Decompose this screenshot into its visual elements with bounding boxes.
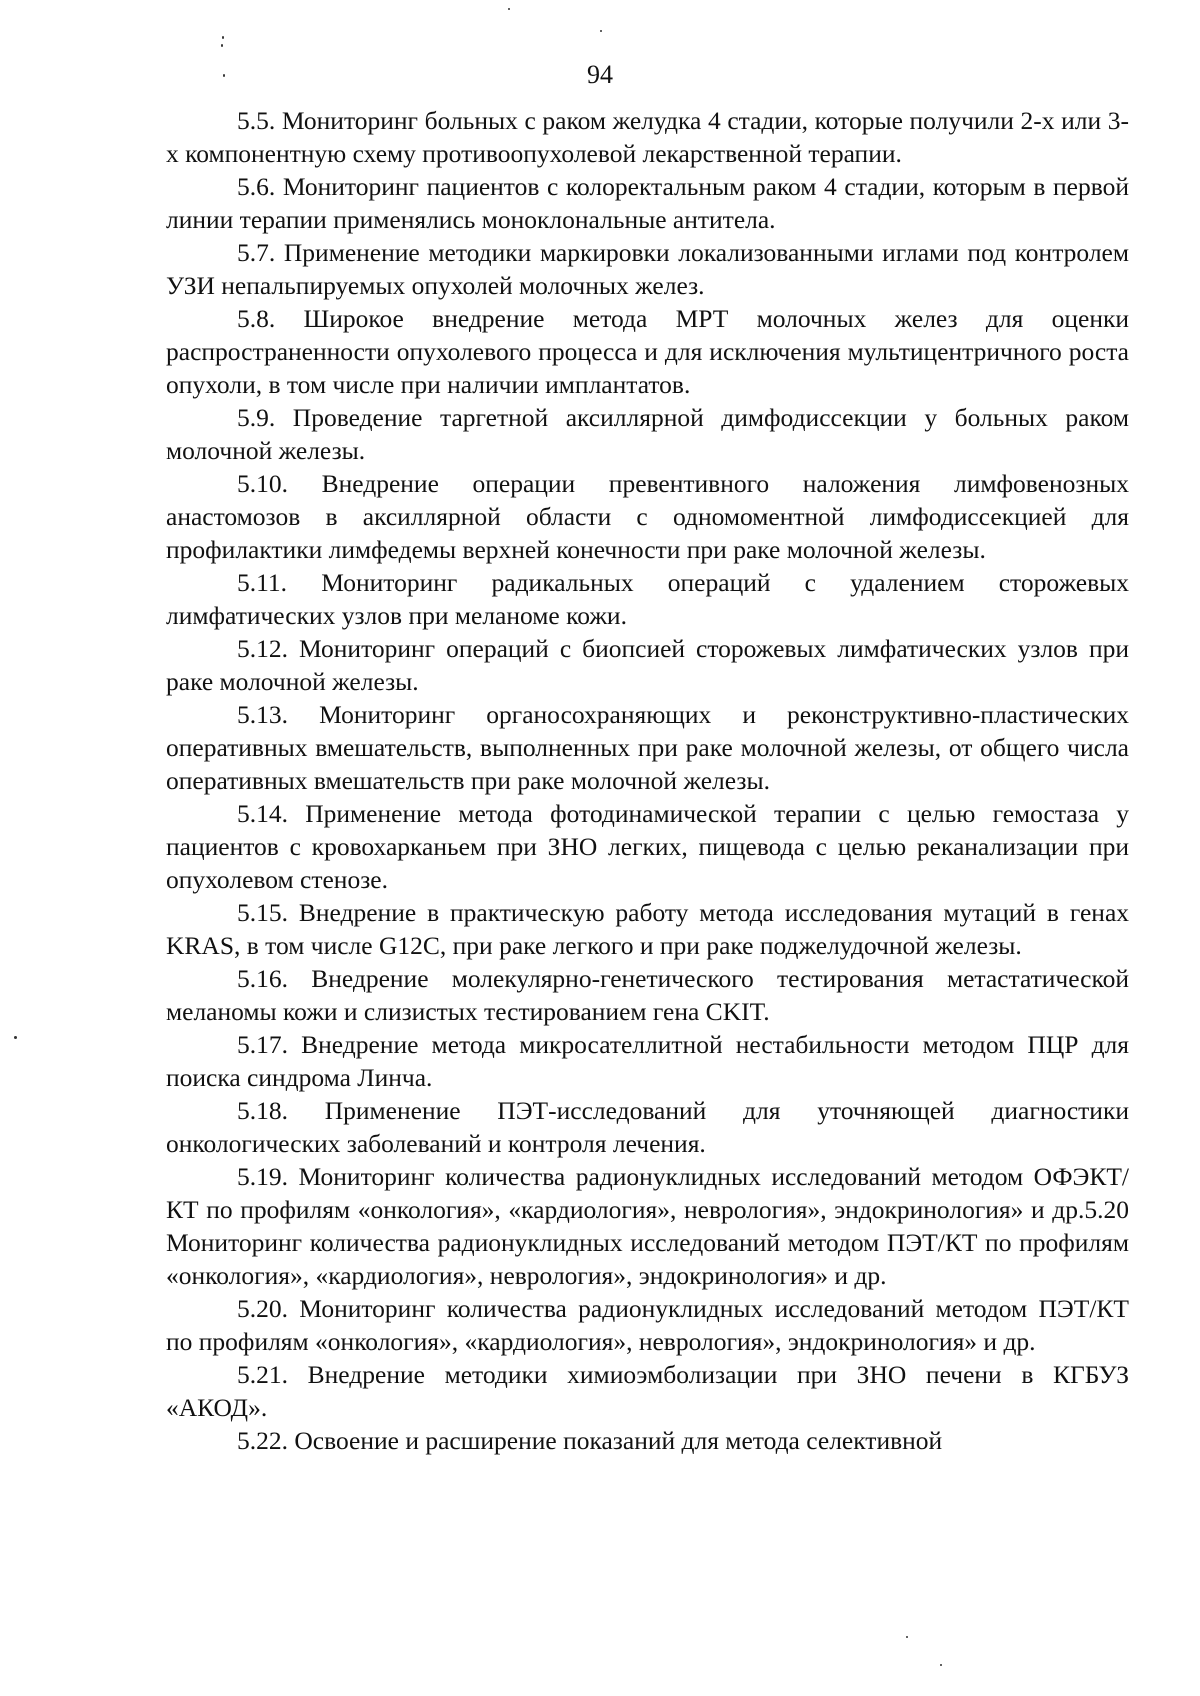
list-item <box>166 1160 1129 1292</box>
scan-speck <box>906 1636 908 1638</box>
item-text: Применение метода фотодинамической терапии с целью гемостаза у пациентов с кровохарканьем при ЗНО легких, пищевода с целью реканализации при опухолевом стенозе. <box>166 799 1129 894</box>
item-text: Мониторинг органосохраняющих и реконструктивно-пластических оперативных вмешательств, выполненных при раке молочной железы, от общего числа оперативных вмешательств при раке молочной железы. <box>166 700 1129 795</box>
list-item <box>166 170 1129 236</box>
item-number: 5.21. <box>237 1360 288 1389</box>
list-item <box>166 896 1129 962</box>
list-item <box>166 104 1129 170</box>
list-item <box>166 236 1129 302</box>
list-item <box>166 302 1129 401</box>
list-item <box>166 1094 1129 1160</box>
item-number: 5.18. <box>237 1096 288 1125</box>
list-item <box>166 962 1129 1028</box>
item-text: Применение ПЭТ-исследований для уточняющей диагностики онкологических заболеваний и контроля лечения. <box>166 1096 1129 1158</box>
item-number: 5.10. <box>237 469 288 498</box>
item-number: 5.14. <box>237 799 288 828</box>
item-text: Внедрение метода микросателлитной нестабильности методом ПЦР для поиска синдрома Линча. <box>166 1030 1130 1092</box>
item-text: Внедрение молекулярно-генетического тестирования метастатической меланомы кожи и слизистых тестированием гена CKIT. <box>166 964 1129 1026</box>
list-item <box>166 797 1129 896</box>
list-item <box>166 1028 1129 1094</box>
page-number: 94 <box>587 60 613 89</box>
list-item <box>166 566 1129 632</box>
item-number: 5.5. <box>237 106 276 135</box>
list-item <box>166 1292 1129 1358</box>
item-text: Внедрение операции превентивного наложения лимфовенозных анастомозов в аксиллярной области с одномоментной лимфодиссекцией для профилактики лимфедемы верхней конечности при раке молочной железы. <box>166 469 1129 564</box>
list-item <box>166 632 1129 698</box>
item-number: 5.19. <box>237 1162 288 1191</box>
item-text: Мониторинг операций с биопсией сторожевых лимфатических узлов при раке молочной железы. <box>166 634 1129 696</box>
item-number: 5.17. <box>237 1030 288 1059</box>
item-text: Внедрение методики химиоэмболизации при ЗНО печени в КГБУЗ «АКОД». <box>166 1360 1130 1422</box>
scan-speck <box>223 74 225 77</box>
item-text: Мониторинг радикальных операций с удалением сторожевых лимфатических узлов при меланоме кожи. <box>166 568 1130 630</box>
list-item <box>166 698 1129 797</box>
scan-speck <box>600 30 602 32</box>
item-text: Освоение и расширение показаний для метода селективной <box>294 1426 943 1455</box>
item-number: 5.20. <box>237 1294 288 1323</box>
item-number: 5.15. <box>237 898 288 927</box>
item-text: Мониторинг больных с раком желудка 4 стадии, которые получили 2-х или 3-х компонентную схему противоопухолевой лекарственной терапии. <box>166 106 1129 168</box>
scan-speck <box>940 1664 942 1666</box>
item-text: Проведение таргетной аксиллярной димфодиссекции у больных раком молочной железы. <box>166 403 1129 465</box>
item-number: 5.22. <box>237 1426 288 1455</box>
list-item <box>166 401 1129 467</box>
list-item <box>166 1358 1129 1424</box>
scan-speck <box>221 44 223 47</box>
list-item <box>166 467 1129 566</box>
item-number: 5.11. <box>237 568 288 597</box>
item-text: Мониторинг количества радионуклидных исследований методом ПЭТ/КТ по профилям «онкология», «кардиология», неврология», эндокринология» и др. <box>166 1294 1129 1356</box>
item-text: Применение методики маркировки локализованными иглами под контролем УЗИ непальпируемых опухолей молочных желез. <box>166 238 1129 300</box>
item-number: 5.8. <box>237 304 276 333</box>
item-number: 5.6. <box>237 172 276 201</box>
item-number: 5.7. <box>237 238 276 267</box>
document-body <box>166 104 1129 1457</box>
item-text: Внедрение в практическую работу метода исследования мутаций в генах KRAS, в том числе G12C, при раке легкого и при раке поджелудочной железы. <box>166 898 1130 960</box>
item-number: 5.13. <box>237 700 288 729</box>
scan-speck <box>14 1036 17 1039</box>
item-number: 5.16. <box>237 964 288 993</box>
item-text: Мониторинг количества радионуклидных исследований методом ОФЭКТ/КТ по профилям «онкология», «кардиология», неврология», эндокринология» и др.5.20 Мониторинг количества радионуклидных исследований методом ПЭТ/КТ по профилям «онкология», «кардиология», неврология», эндокринология» и др. <box>166 1162 1129 1290</box>
item-number: 5.9. <box>237 403 276 432</box>
item-text: Широкое внедрение метода МРТ молочных желез для оценки распространенности опухолевого процесса и для исключения мультицентричного роста опухоли, в том числе при наличии имплантатов. <box>166 304 1129 399</box>
scan-speck <box>222 36 224 39</box>
scan-speck <box>508 8 510 10</box>
list-item <box>166 1424 1129 1457</box>
item-text: Мониторинг пациентов с колоректальным раком 4 стадии, которым в первой линии терапии применялись моноклональные антитела. <box>166 172 1129 234</box>
item-number: 5.12. <box>237 634 288 663</box>
